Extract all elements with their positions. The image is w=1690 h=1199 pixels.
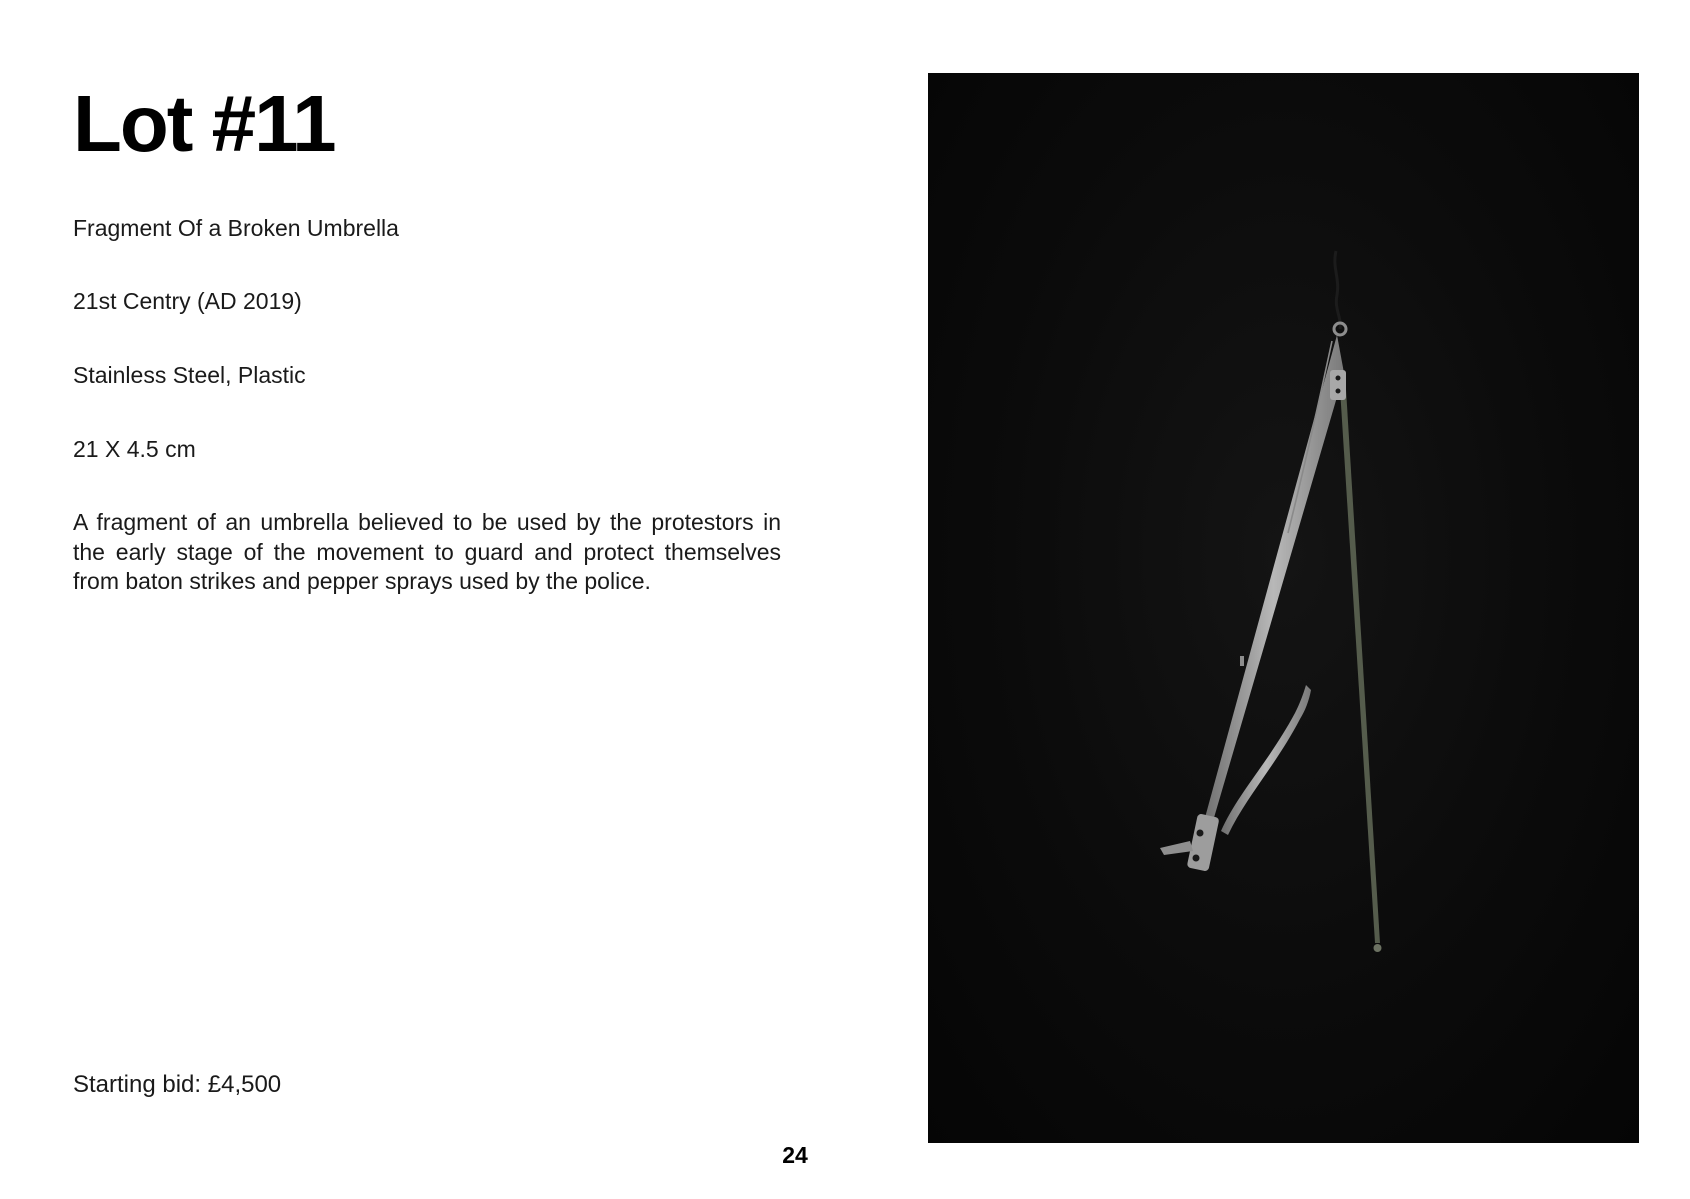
umbrella-fragment-photo <box>928 73 1639 1143</box>
lot-title: Lot #11 <box>73 79 335 168</box>
rod-hinge <box>1330 370 1346 400</box>
page-number: 24 <box>782 1142 808 1168</box>
bent-stretcher <box>1221 685 1311 835</box>
rod-tip <box>1374 944 1382 952</box>
lot-name: Fragment Of a Broken Umbrella <box>73 215 399 241</box>
starting-bid: Starting bid: £4,500 <box>73 1071 282 1098</box>
cord <box>1335 251 1340 329</box>
lot-dimensions: 21 X 4.5 cm <box>73 436 196 462</box>
bottom-joint <box>1187 813 1220 871</box>
lot-date: 21st Centry (AD 2019) <box>73 288 302 314</box>
lot-description: A fragment of an umbrella believed to be used by the protestors in the early stage of the movement to guard and protect themselves from baton strikes and pepper sprays used by the police. <box>73 509 781 594</box>
umbrella-fragment-illustration <box>928 73 1639 1143</box>
lot-material: Stainless Steel, Plastic <box>73 362 306 388</box>
broken-tip <box>1160 841 1193 855</box>
rod <box>1339 373 1380 943</box>
